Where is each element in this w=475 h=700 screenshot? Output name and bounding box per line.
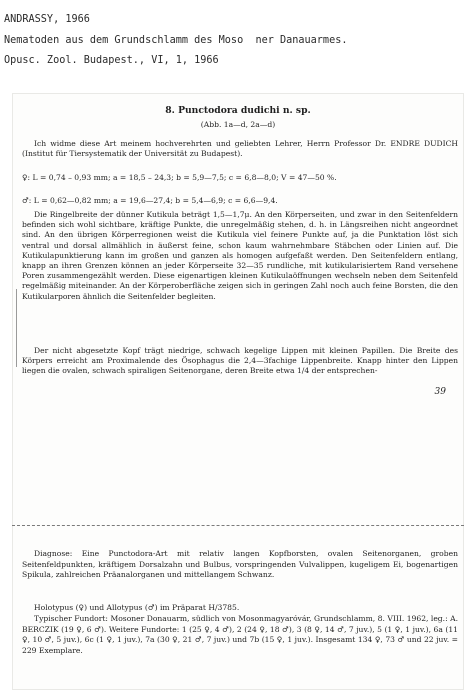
species-title: 8. Punctodora dudichi n. sp. — [165, 105, 311, 116]
male-measurements: ♂: L = 0,62—0,82 mm; a = 19,6—27,4; b = 5,4—6,9; c = 6,6—9,4. — [22, 196, 278, 205]
typed-author-year: ANDRASSY, 1966 — [4, 14, 90, 25]
dashed-divider — [12, 525, 464, 526]
article-clipping — [12, 93, 464, 690]
head-paragraph: Der nicht abgesetzte Kopf trägt niedrige, schwach kegelige Lippen mit kleinen Papillen. Die Breite des Körpers erreicht am Proximalende des Ösophagus die 2,4—3fachige Lippenbreite. Knapp hinter den Lippen liegen die ovalen, schwach spiraligen Seitenorgane, deren Breite etwa 1/4 der entsprechen- — [22, 346, 458, 376]
female-measurements: ♀: L = 0,74 – 0,93 mm; a = 18,5 – 24,3; b = 5,9—7,5; c = 6,8—8,0; V = 47—50 %. — [22, 173, 337, 182]
page-number: 39 — [434, 387, 446, 397]
diagnose-paragraph: Diagnose: Eine Punctodora-Art mit relativ langen Kopfborsten, ovalen Seitenorganen, groben Seitenfeldpunkten, kräftigem Dorsalzahn und Bulbus, vorspringenden Vulvalippen, kugeligem Ei, bogenartigen Spikula, zahlreichen Präanalorganen und mittellangem Schwanz. — [22, 549, 458, 580]
types-paragraph: Holotypus (♀) und Allotypus (♂) im Präparat H/3785. — [34, 603, 240, 612]
typed-title-line: Nematoden aus dem Grundschlamm des Moso ner Danauarmes. — [4, 35, 348, 46]
left-margin-rule — [16, 289, 17, 367]
dedication-paragraph: Ich widme diese Art meinem hochverehrten und geliebten Lehrer, Herrn Professor Dr. ENDRE DUDICH (Institut für Tiersystematik der Universität zu Budapest). — [22, 139, 458, 159]
locality-paragraph: Typischer Fundort: Mosoner Donauarm, südlich von Mosonmagyaróvár, Grundschlamm, 8. VIII. 1962, leg.: A. BERCZIK (19 ♀, 6 ♂). Weitere Fundorte: 1 (25 ♀, 4 ♂), 2 (24 ♀, 18 ♂), 3 (8 ♀, 14 ♂, 7 juv.), 5 (1 ♀, 1 juv.), 6a (11 ♀, 10 ♂, 5 juv.), 6c (1 ♀, 1 juv.), 7a (30 ♀, 21 ♂, 7 juv.) und 7b (15 ♀, 1 juv.). Insgesamt 134 ♀, 73 ♂ und 22 juv. = 229 Exemplare. — [22, 614, 458, 655]
typed-citation: Opusc. Zool. Budapest., VI, 1, 1966 — [4, 55, 219, 66]
figure-reference: (Abb. 1a—d, 2a—d) — [200, 120, 276, 129]
cuticle-paragraph: Die Ringelbreite der dünner Kutikula beträgt 1,5—1,7μ. An den Körperseiten, und zwar in den Seitenfeldern befinden sich wohl sichtbare, kräftige Punkte, die unregelmäßig stehen, d. h. in Längsreihen nicht angeordnet sind. An den übrigen Körperregionen weist die Kutikula viel feinere Punkte auf, ja die Punktation löst sich ventral und dorsal allmählich in äußerst feine, schon kaum wahrnehmbare Stäbchen oder Linien auf. Die Kutikulapunktierung kann im großen und ganzen als homogen aufgefaßt werden. Den Seitenfeldern entlang, knapp an ihren Grenzen können an jeder Körperseite 32—35 rundliche, mit kutikularisiertem Rand versehene Poren zusammengezählt werden. Diese eigenartigen kleinen Kutikulaöffnungen wechseln neben dem Seitenfeld regelmäßig miteinander. An der Körperoberfläche zeigen sich in geringen Zahl noch auch feine Borsten, die den Kutikularporen ähnlich die Seitenfelder begleiten. — [22, 210, 458, 301]
